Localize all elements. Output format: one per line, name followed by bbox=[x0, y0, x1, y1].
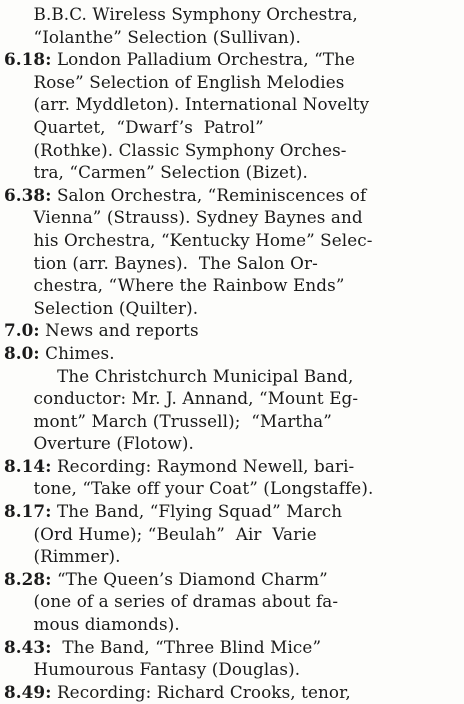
time-label: 6.38: bbox=[3, 185, 52, 206]
schedule-entry-line bbox=[0, 320, 458, 343]
schedule-entry-line bbox=[0, 185, 458, 208]
text-line bbox=[0, 366, 457, 389]
line-text: London Palladium Orchestra, “The bbox=[51, 50, 356, 71]
line-text: chestra, “Where the Rainbow Ends” bbox=[33, 276, 345, 297]
text-line bbox=[0, 433, 458, 456]
line-text: Humourous Fantasy (Douglas). bbox=[33, 660, 301, 681]
time-label: 8.14: bbox=[3, 456, 52, 477]
line-text: Rose” Selection of English Melodies bbox=[33, 72, 345, 93]
schedule-entry-line bbox=[0, 343, 458, 366]
text-line bbox=[0, 140, 458, 163]
schedule-entry-line bbox=[0, 49, 458, 72]
schedule-entry-line bbox=[0, 637, 458, 660]
line-text: “Iolanthe” Selection (Sullivan). bbox=[33, 27, 301, 48]
line-text: B.B.C. Wireless Symphony Orchestra, bbox=[33, 5, 358, 25]
line-text: Salon Orchestra, “Reminiscences of bbox=[51, 185, 367, 206]
line-text: tra, “Carmen” Selection (Bizet). bbox=[33, 163, 308, 184]
text-line bbox=[0, 94, 458, 117]
line-text: tone, “Take off your Coat” (Longstaffe). bbox=[33, 479, 374, 500]
text-line bbox=[0, 27, 458, 50]
text-line bbox=[0, 162, 458, 185]
line-text: (Rothke). Classic Symphony Orches- bbox=[33, 140, 347, 161]
line-text: (one of a series of dramas about fa- bbox=[33, 592, 339, 613]
text-line bbox=[0, 591, 458, 614]
text-line bbox=[0, 524, 458, 547]
schedule-entry-line bbox=[0, 569, 458, 592]
line-text: Selection (Quilter). bbox=[33, 298, 199, 319]
line-text: mont” March (Trussell); “Martha” bbox=[33, 411, 332, 432]
text-line bbox=[0, 117, 458, 140]
text-line bbox=[0, 298, 458, 321]
text-line bbox=[0, 230, 458, 253]
schedule-entry-line bbox=[0, 501, 458, 524]
text-line bbox=[0, 275, 458, 298]
line-text: Quartet, “Dwarf’s Patrol” bbox=[33, 117, 264, 138]
schedule-entry-line bbox=[0, 682, 458, 704]
text-line bbox=[0, 253, 458, 276]
line-text: mous diamonds). bbox=[33, 615, 180, 636]
line-text: The Christchurch Municipal Band, bbox=[57, 366, 354, 387]
line-text: “The Queen’s Diamond Charm” bbox=[51, 569, 328, 590]
time-label: 8.0: bbox=[3, 343, 40, 364]
line-text: The Band, “Three Blind Mice” bbox=[51, 637, 322, 658]
line-text: Chimes. bbox=[39, 343, 115, 364]
line-text: (Ord Hume); “Beulah” Air Varie bbox=[33, 524, 317, 545]
line-text: Recording: Richard Crooks, tenor, bbox=[51, 682, 351, 703]
text-line bbox=[0, 72, 458, 95]
text-line bbox=[0, 207, 458, 230]
text-line bbox=[0, 411, 458, 434]
time-label: 8.28: bbox=[3, 569, 52, 590]
line-text: Overture (Flotow). bbox=[33, 434, 194, 455]
time-label: 6.18: bbox=[3, 50, 52, 71]
text-line bbox=[0, 4, 458, 27]
line-text: his Orchestra, “Kentucky Home” Selec- bbox=[33, 230, 373, 251]
time-label: 8.49: bbox=[3, 682, 52, 703]
line-text: tion (arr. Baynes). The Salon Or- bbox=[33, 253, 318, 274]
line-text: (Rimmer). bbox=[33, 547, 121, 568]
line-text: (arr. Myddleton). International Novelty bbox=[33, 95, 370, 116]
time-label: 8.43: bbox=[3, 637, 52, 658]
schedule-entry-line bbox=[0, 456, 458, 479]
text-line bbox=[0, 546, 458, 569]
time-label: 8.17: bbox=[3, 502, 52, 523]
line-text: The Band, “Flying Squad” March bbox=[51, 502, 343, 523]
text-line bbox=[0, 388, 458, 411]
line-text: conductor: Mr. J. Annand, “Mount Eg- bbox=[33, 389, 359, 410]
text-line bbox=[0, 659, 458, 682]
line-text: News and reports bbox=[39, 321, 199, 342]
text-line bbox=[0, 478, 458, 501]
line-text: Vienna” (Strauss). Sydney Baynes and bbox=[33, 208, 363, 229]
time-label: 7.0: bbox=[3, 321, 40, 342]
text-line bbox=[0, 614, 458, 637]
line-text: Recording: Raymond Newell, bari- bbox=[51, 456, 355, 477]
